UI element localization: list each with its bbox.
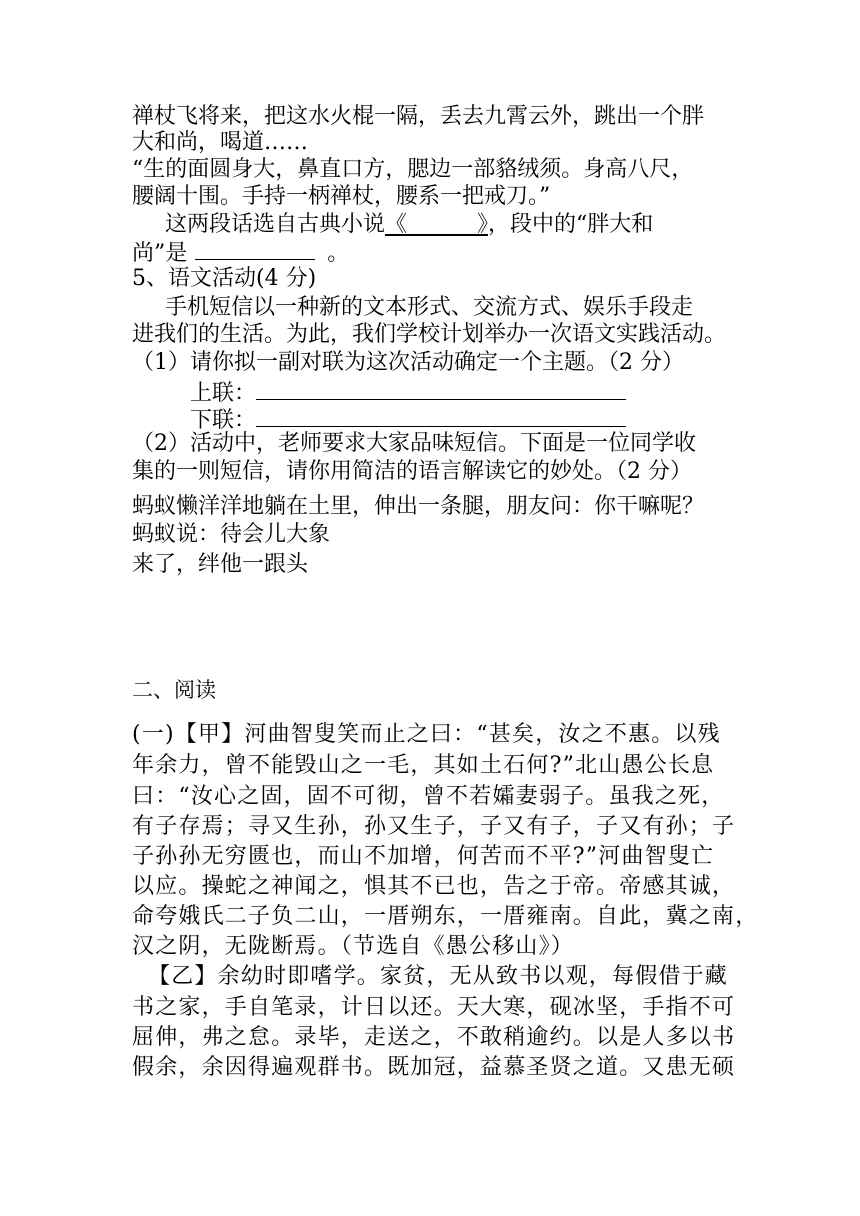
text-line: 蚂蚁说：待会儿大象 [132,522,331,547]
classical-text-line: 命夸娥氏二子负二山，一厝朔东，一厝雍南。自此，冀之南， [132,904,759,929]
text-line: 进我们的生活。为此，我们学校计划举办一次语文实践活动。 [132,322,727,347]
couplet-upper-blank [256,379,626,400]
novel-title-blank: 《 》 [385,212,488,237]
text-line: 集的一则短信，请你用简洁的语言解读它的妙处。（2 分） [132,459,692,484]
classical-text-line: 假余，余因得遍观群书。既加冠，益慕圣贤之道。又患无硕 [132,1055,736,1080]
classical-text-line: (一)【甲】河曲智叟笑而止之曰：“甚矣，汝之不惠。以残 [132,722,721,747]
question-text: 尚”是 [132,241,188,266]
classical-text-line: 曰：“汝心之固，固不可彻，曾不若孀妻弱子。虽我之死， [132,784,725,809]
classical-text-line: 【乙】余幼时即嗜学。家贫，无从致书以观，每假借于藏 [148,964,729,989]
classical-text-line: 以应。操蛇之神闻之，惧其不已也，告之于帝。帝感其诚， [132,874,736,899]
text-line: 腰阔十围。手持一柄禅杖，腰系一把戒刀。” [132,184,551,209]
section-heading: 5、语文活动(4 分) [132,266,317,291]
answer-blank [195,239,315,260]
text-line: “生的面圆身大，鼻直口方，腮边一部貉绒须。身高八尺， [132,157,694,182]
question-line [132,239,349,267]
text-line: （1）请你拟一副对联为这次活动确定一个主题。（2 分） [132,350,684,375]
text-line: 蚂蚁懒洋洋地躺在土里，伸出一条腿，朋友问：你干嘛呢？ [132,494,705,519]
classical-text-line: 汉之阴，无陇断焉。（节选自《愚公移山》） [132,934,575,959]
question-text: 这两段话选自古典小说 [165,212,386,237]
text-line: 禅杖飞将来，把这水火棍一隔，丢去九霄云外，跳出一个胖 [132,104,705,129]
classical-text-line: 屈伸，弗之怠。录毕，走送之，不敢稍逾约。以是人多以书 [132,1025,736,1050]
text-line: 手机短信以一种新的文本形式、交流方式、娱乐手段走 [165,295,694,320]
couplet-upper-line [190,379,626,407]
question-text: ，段中的“胖大和 [487,212,654,237]
text-line: （2）活动中，老师要求大家品味短信。下面是一位同学收 [132,431,696,456]
text-line: 来了，绊他一跟头 [132,552,309,577]
question-line [165,212,653,238]
classical-text-line: 书之家，手自笔录，计日以还。天大寒，砚冰坚，手指不可 [132,995,736,1020]
couplet-label: 上联： [190,381,257,406]
text-line: 大和尚，喝道…… [132,130,309,155]
classical-text-line: 子孙孙无穷匮也，而山不加增，何苦而不平?”河曲智叟亡 [132,844,715,869]
couplet-label: 下联： [190,408,257,433]
couplet-lower-blank [256,406,626,427]
couplet-lower-line [190,406,626,434]
question-text: 。 [327,241,350,266]
classical-text-line: 有子存焉；寻又生孙，孙又生子，子又有子，子又有孙；子 [132,814,736,839]
classical-text-line: 年余力，曾不能毁山之一毛，其如土石何?”北山愚公长息 [132,753,715,778]
section-heading-reading: 二、阅读 [132,678,216,702]
